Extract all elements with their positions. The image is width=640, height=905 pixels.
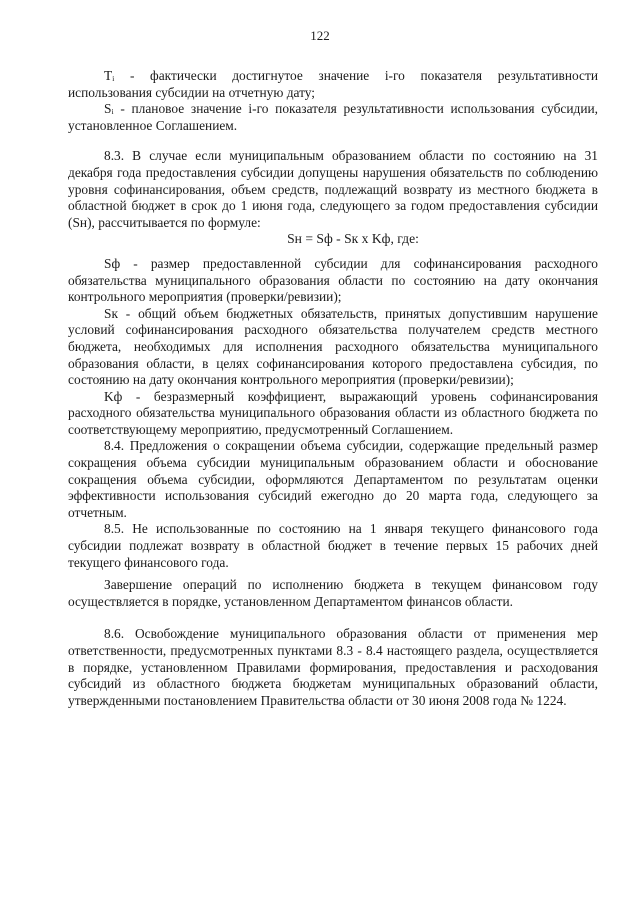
formula (68, 231, 598, 248)
document-body (68, 68, 598, 709)
paragraph-8-4: 8.4. Предложения о сокращении объема субсидии, содержащие предельный размер сокращения объема субсидии муниципальным образованием области и обоснование сокращения объема субсидии, оформляются Департаментом по результатам оценки эффективности использования субсидий ежегодно до 20 марта года, следующего за отчетным. (68, 438, 598, 520)
paragraph-8-5: 8.5. Не использованные по состоянию на 1 января текущего финансового года субсидии подлежат возврату в областной бюджет в течение первых 15 рабочих дней текущего финансового года. (68, 521, 598, 570)
definition-s-i: Sᵢ - плановое значение i-го показателя результативности использования субсидии, установленное Соглашением. (68, 101, 598, 133)
spacer (68, 134, 598, 148)
definition-s-f: Sф - размер предоставленной субсидии для софинансирования расходного обязательства муниципального образования области по состоянию на дату окончания контрольного мероприятия (проверки/ревизии); (68, 255, 598, 305)
paragraph-8-3: 8.3. В случае если муниципальным образованием области по состоянию на 31 декабря года предоставления субсидии допущены нарушения обязательств по соблюдению уровня софинансирования, объем средств, подлежащий возврату из местного бюджета в областной бюджет в срок до 1 июня года, следующего за годом предоставления субсидии (Sн), рассчитывается по формуле: (68, 148, 598, 230)
paragraph-8-6: 8.6. Освобождение муниципального образования области от применения мер ответственности, предусмотренных пунктами 8.3 - 8.4 настоящего раздела, осуществляется в порядке, установленном Правилами формирования, предоставления и расходования субсидий из областного бюджета бюджетам муниципальных образований области, утвержденными постановлением Правительства области от 30 июня 2008 года № 1224. (68, 626, 598, 708)
formula-text: Sн = Sф - Sк x Kф, где: (287, 231, 419, 247)
definition-k-f: Kф - безразмерный коэффициент, выражающий уровень софинансирования расходного обязательства муниципального образования области из областного бюджета по соответствующему мероприятию, предусмотренный Соглашением. (68, 388, 598, 437)
page-number: 122 (310, 28, 330, 43)
definition-s-k: Sк - общий объем бюджетных обязательств, принятых допустившим нарушение условий софинансирования расходного обязательства получателем средств местного бюджета, необходимых для исполнения расходного обязательства муниципального образования области, в целях софинансирования которого предоставлена субсидия, по состоянию на дату окончания контрольного мероприятия (проверки/ревизии); (68, 305, 598, 388)
paragraph-8-5-note: Завершение операций по исполнению бюджета в текущем финансовом году осуществляется в порядке, установленном Департаментом финансов области. (68, 577, 598, 609)
definition-t-i: Tᵢ - фактически достигнутое значение i-го показателя результативности использования субсидии на отчетную дату; (68, 68, 598, 100)
spacer (68, 616, 598, 626)
